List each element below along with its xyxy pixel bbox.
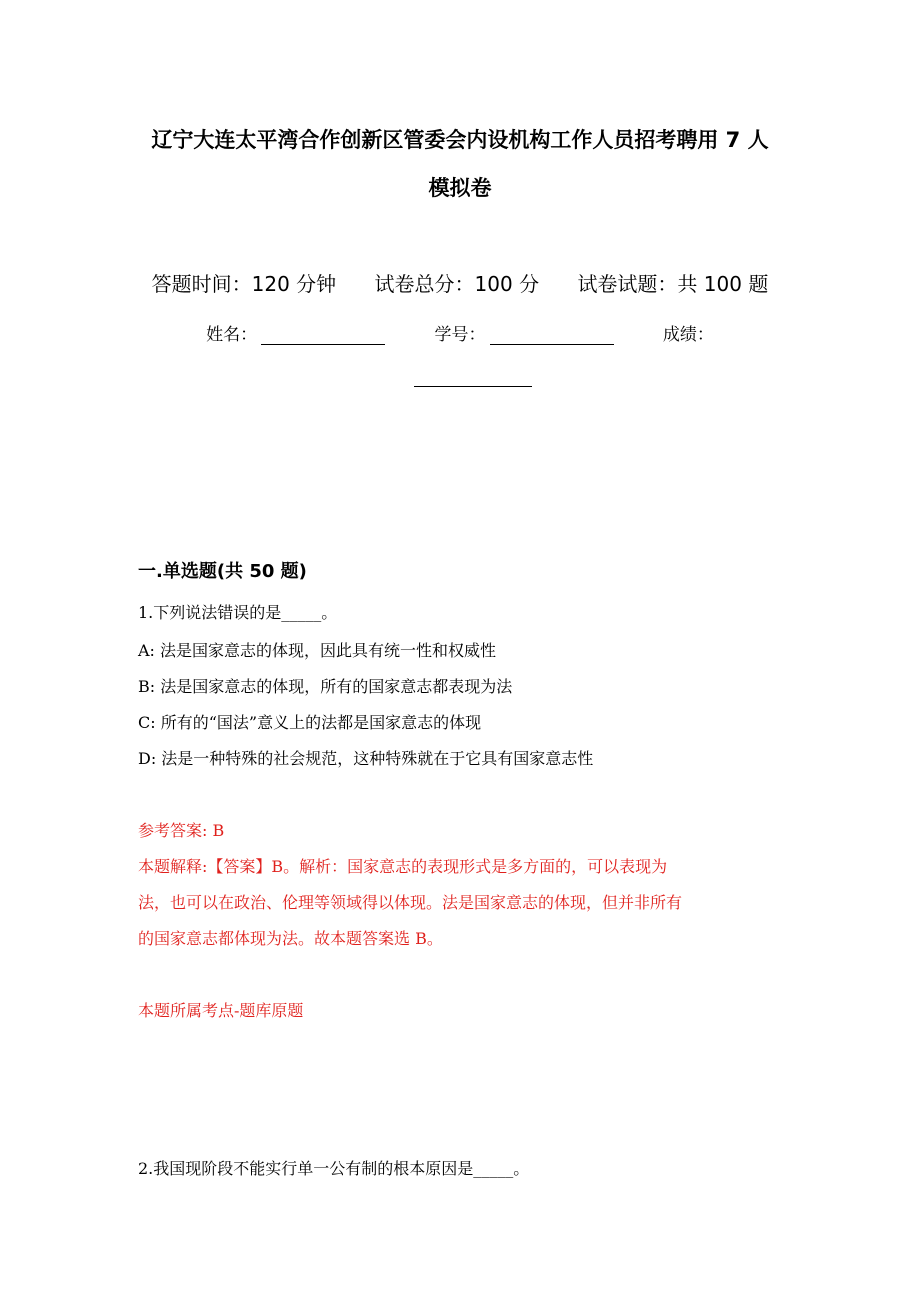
exam-question-count: 试卷试题：共 100 题 — [577, 272, 769, 296]
question-1-explanation-line3: 的国家意志都体现为法。故本题答案选 B。 — [138, 929, 443, 948]
grade-field — [663, 320, 714, 345]
grade-blank — [414, 386, 532, 387]
question-1-source: 本题所属考点-题库原题 — [138, 1001, 304, 1020]
document-title-line2: 模拟卷 — [428, 176, 492, 200]
name-blank — [261, 326, 385, 345]
question-2-stem: 2.我国现阶段不能实行单一公有制的根本原因是_____。 — [138, 1159, 530, 1178]
exam-total-score: 试卷总分：100 分 — [374, 272, 540, 296]
id-label: 学号： — [434, 325, 486, 345]
question-1-option-d: D: 法是一种特殊的社会规范，这种特殊就在于它具有国家意志性 — [138, 749, 594, 768]
document-title-line1: 辽宁大连太平湾合作创新区管委会内设机构工作人员招考聘用 7 人 — [151, 128, 769, 152]
question-1-explanation-line2: 法，也可以在政治、伦理等领域得以体现。法是国家意志的体现，但并非所有 — [138, 893, 683, 912]
id-field — [435, 320, 614, 345]
section-heading: 一.单选题(共 50 题) — [138, 561, 307, 582]
id-blank — [490, 326, 614, 345]
exam-meta-row — [100, 268, 820, 297]
student-fields-row — [100, 320, 820, 345]
name-field — [206, 320, 385, 345]
question-1-option-a: A: 法是国家意志的体现，因此具有统一性和权威性 — [138, 641, 497, 660]
grade-label: 成绩： — [662, 325, 714, 345]
question-1-answer: 参考答案: B — [138, 821, 225, 840]
name-label: 姓名： — [206, 325, 258, 345]
question-1-option-c: C: 所有的“国法”意义上的法都是国家意志的体现 — [138, 713, 482, 732]
exam-time: 答题时间：120 分钟 — [151, 272, 337, 296]
question-1-option-b: B: 法是国家意志的体现，所有的国家意志都表现为法 — [138, 677, 513, 696]
question-1-stem: 1.下列说法错误的是_____。 — [138, 603, 338, 622]
question-1-explanation-line1: 本题解释:【答案】B。解析：国家意志的表现形式是多方面的，可以表现为 — [138, 857, 668, 876]
